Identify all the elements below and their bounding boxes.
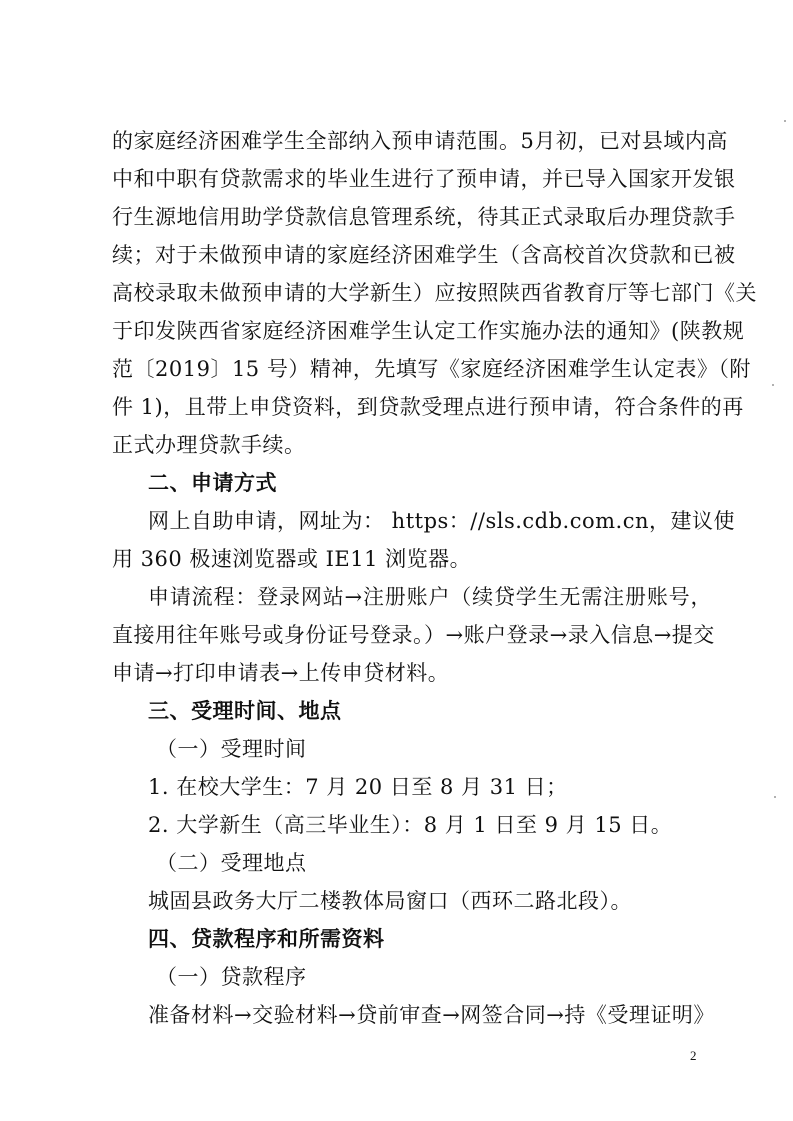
section-heading: 四、贷款程序和所需资料: [148, 927, 385, 951]
paragraph-line: 范〔2019〕15 号）精神，先填写《家庭经济困难学生认定表》（附: [112, 357, 751, 381]
subsection-heading: （一）受理时间: [156, 737, 307, 761]
paragraph-line: 的家庭经济困难学生全部纳入预申请范围。5月初，已对县域内高: [112, 129, 728, 153]
paragraph-line: 高校录取未做预申请的大学新生）应按照陕西省教育厅等七部门《关: [112, 281, 757, 305]
paragraph-line: 申请→打印申请表→上传申贷材料。: [112, 661, 450, 685]
paragraph-line: 于印发陕西省家庭经济困难学生认定工作实施办法的通知》(陕教规: [112, 319, 745, 343]
scan-speck: [774, 796, 776, 798]
paragraph-line: 用 360 极速浏览器或 IE11 浏览器。: [112, 547, 472, 571]
list-item: 2. 大学新生（高三毕业生）：8 月 1 日至 9 月 15 日。: [148, 813, 673, 837]
scan-speck: [772, 384, 774, 386]
paragraph-line: 正式办理贷款手续。: [112, 433, 306, 457]
list-item: 1. 在校大学生：7 月 20 日至 8 月 31 日；: [148, 775, 568, 799]
scan-speck: [784, 120, 786, 122]
paragraph-line: 行生源地信用助学贷款信息管理系统，待其正式录取后办理贷款手: [112, 205, 736, 229]
section-heading: 三、受理时间、地点: [148, 699, 342, 723]
paragraph-line: 直接用往年账号或身份证号登录。）→账户登录→录入信息→提交: [112, 623, 715, 647]
subsection-heading: （一）贷款程序: [156, 965, 307, 989]
paragraph-line: 准备材料→交验材料→贷前审查→网签合同→持《受理证明》: [148, 1003, 715, 1027]
page-number: 2: [690, 1048, 697, 1063]
paragraph-line: 城固县政务大厅二楼教体局窗口（西环二路北段）。: [148, 889, 632, 913]
paragraph-line: 续；对于未做预申请的家庭经济困难学生（含高校首次贷款和已被: [112, 243, 736, 267]
section-heading: 二、申请方式: [148, 471, 277, 495]
paragraph-line: 网上自助申请，网址为： https：//sls.cdb.com.cn，建议使: [148, 509, 735, 533]
paragraph-line: 件 1)，且带上申贷资料，到贷款受理点进行预申请，符合条件的再: [112, 395, 744, 419]
paragraph-line: 申请流程：登录网站→注册账户（续贷学生无需注册账号，: [148, 585, 712, 609]
subsection-heading: （二）受理地点: [156, 851, 307, 875]
paragraph-line: 中和中职有贷款需求的毕业生进行了预申请，并已导入国家开发银: [112, 167, 736, 191]
